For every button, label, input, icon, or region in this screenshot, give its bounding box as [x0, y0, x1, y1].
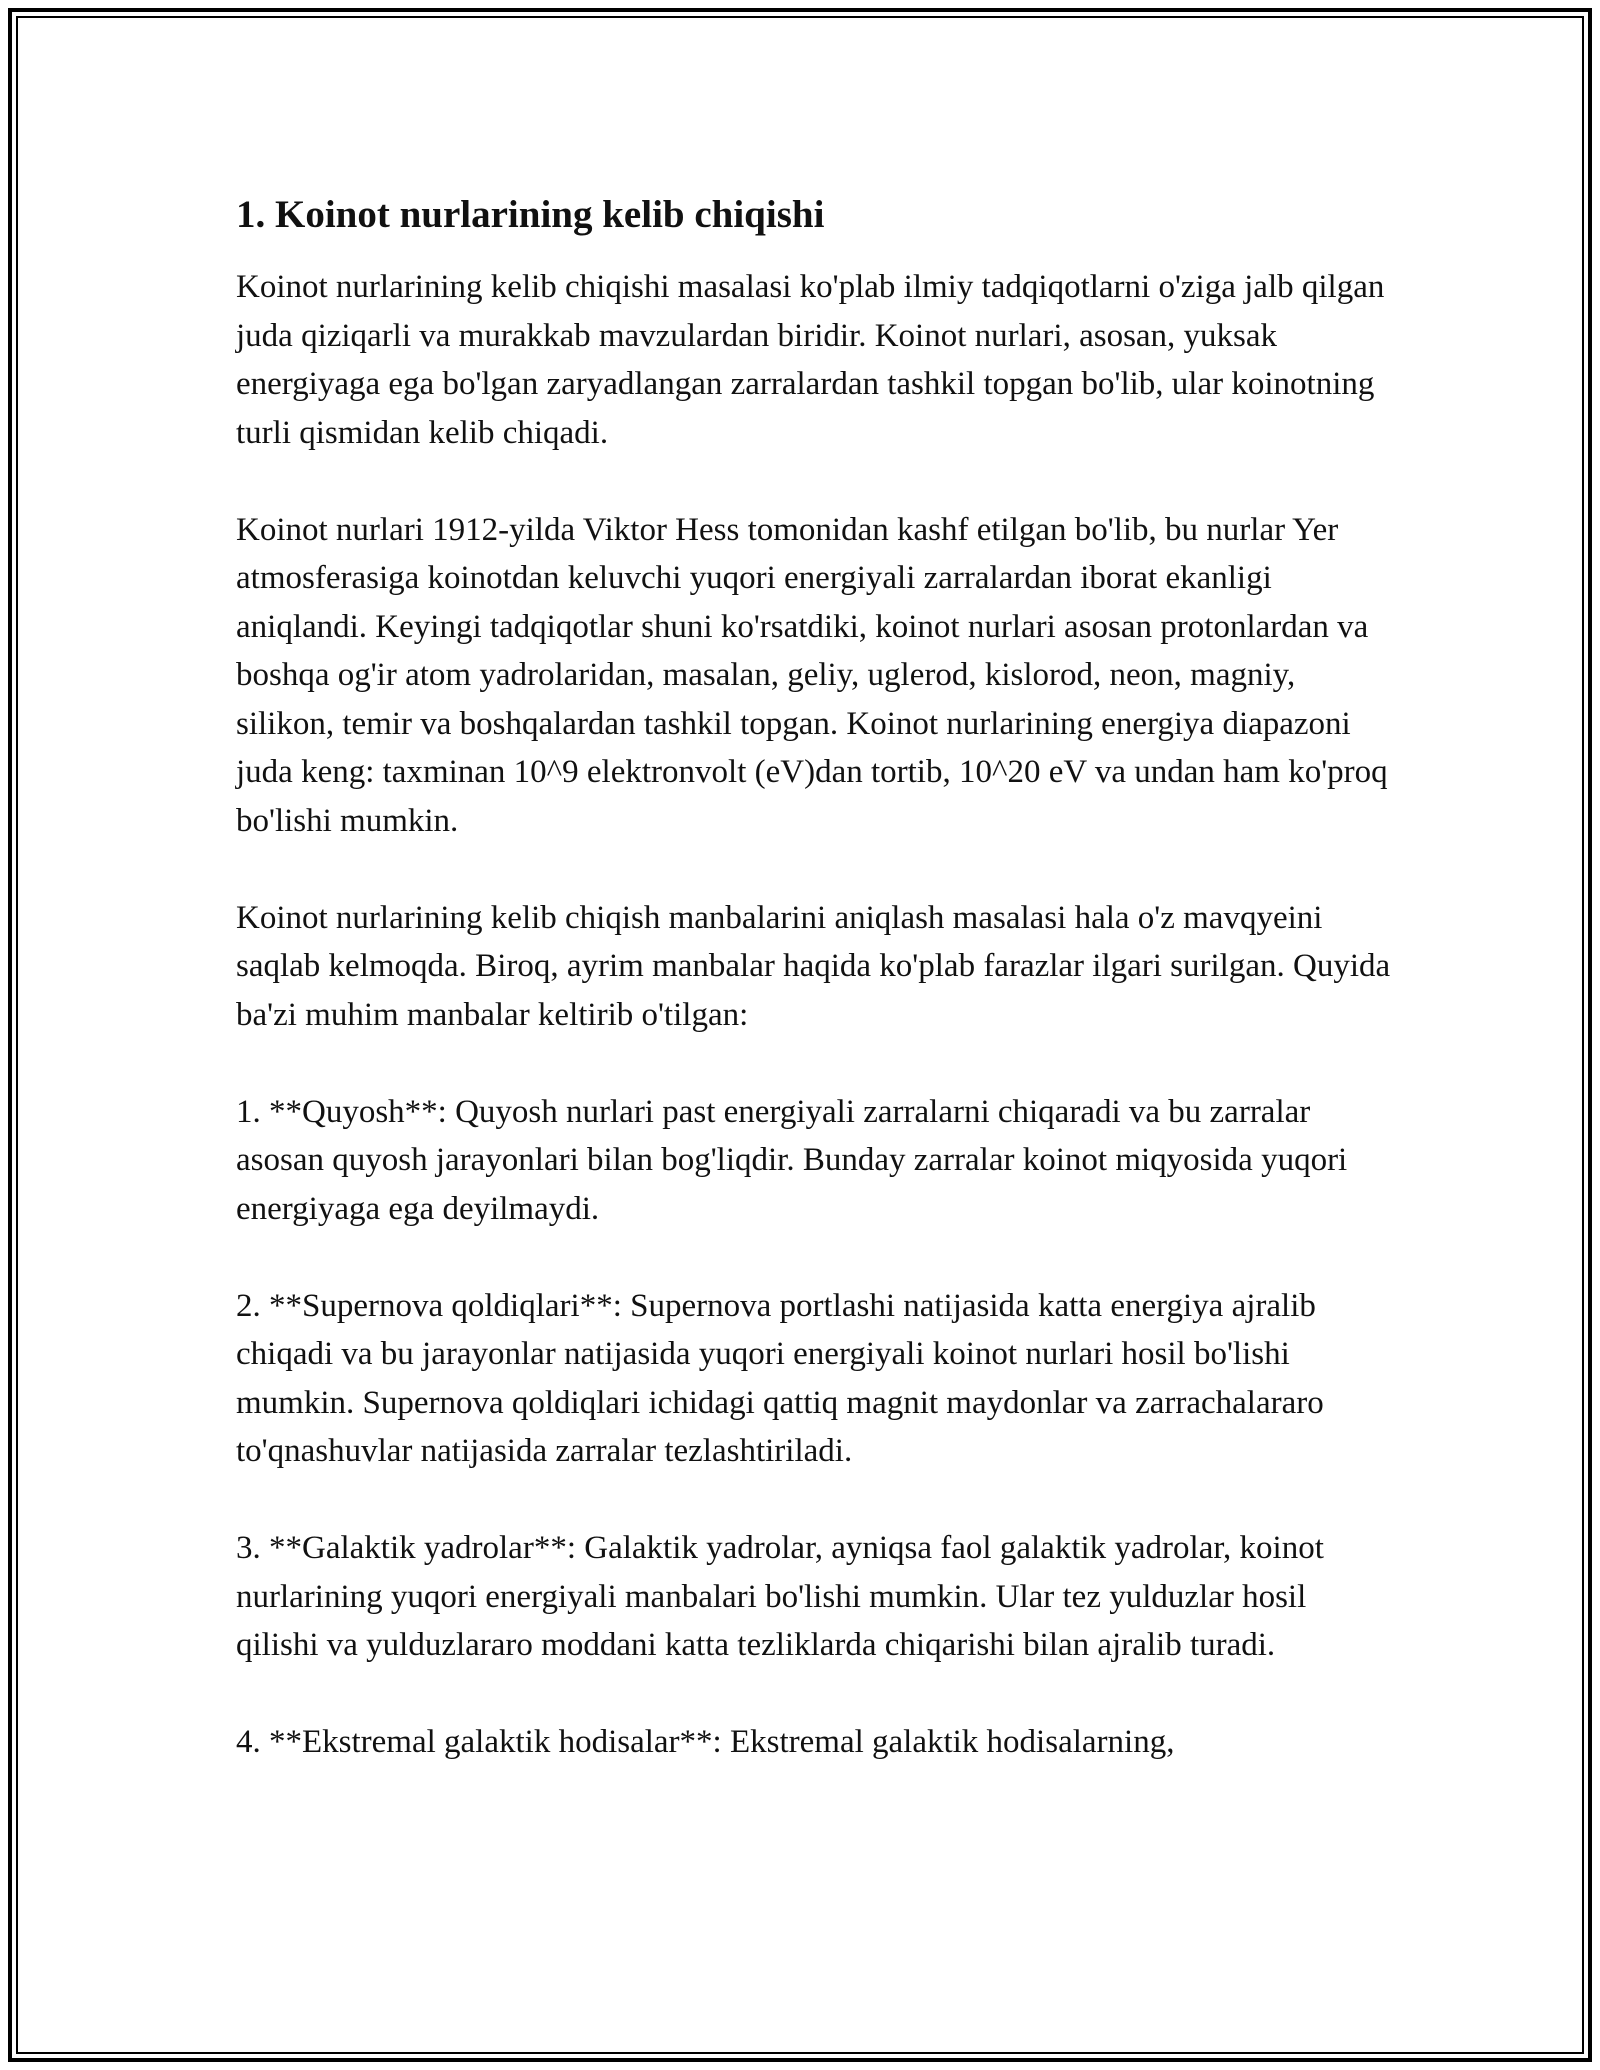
document-body — [236, 185, 1396, 1767]
section-heading: 1. Koinot nurlarining kelib chiqishi — [236, 193, 825, 236]
list-item-quyosh: 1. **Quyosh**: Quyosh nurlari past energiyali zarralarni chiqaradi va bu zarralar asosan quyosh jarayonlari bilan bog'liqdir. Bunday zarralar koinot miqyosida yuqori energiyaga ega deyilmaydi. — [236, 1093, 1348, 1227]
paragraph-sources-intro: Koinot nurlarining kelib chiqish manbalarini aniqlash masalasi hala o'z mavqyeini saqlab kelmoqda. Biroq, ayrim manbalar haqida ko'plab farazlar ilgari surilgan. Quyida ba'zi muhim manbalar keltirib o'tilgan: — [236, 899, 1391, 1033]
list-item-supernova: 2. **Supernova qoldiqlari**: Supernova portlashi natijasida katta energiya ajralib chiqadi va bu jarayonlar natijasida yuqori energiyali koinot nurlari hosil bo'lishi mumkin. Supernova qoldiqlari ichidagi qattiq magnit maydonlar va zarrachalararo to'qnashuvlar natijasida zarralar tezlashtiriladi. — [236, 1287, 1324, 1469]
list-item-ekstremal-hodisalar: 4. **Ekstremal galaktik hodisalar**: Ekstremal galaktik hodisalarning, — [236, 1724, 1175, 1760]
list-item-galaktik-yadrolar: 3. **Galaktik yadrolar**: Galaktik yadrolar, ayniqsa faol galaktik yadrolar, koinot nurlarining yuqori energiyali manbalari bo'lishi mumkin. Ular tez yulduzlar hosil qilishi va yulduzlararo moddani katta tezliklarda chiqarishi bilan ajralib turadi. — [236, 1530, 1324, 1663]
paragraph-discovery: Koinot nurlari 1912-yilda Viktor Hess tomonidan kashf etilgan bo'lib, bu nurlar Yer atmosferasiga koinotdan keluvchi yuqori energiyali zarralardan iborat ekanligi aniqlandi. Keyingi tadqiqotlar shuni ko'rsatdiki, koinot nurlari asosan protonlardan va boshqa og'ir atom yadrolaridan, masalan, geliy, uglerod, kislorod, neon, magniy, silikon, temir va boshqalardan tashkil topgan. Koinot nurlarining energiya diapazoni juda keng: taxminan 10^9 elektronvolt (eV)dan tortib, 10^20 eV va undan ham ko'proq bo'lishi mumkin. — [236, 511, 1388, 839]
paragraph-intro: Koinot nurlarining kelib chiqishi masalasi ko'plab ilmiy tadqiqotlarni o'ziga jalb qilgan juda qiziqarli va murakkab mavzulardan biridir. Koinot nurlari, asosan, yuksak energiyaga ega bo'lgan zaryadlangan zarralardan tashkil topgan bo'lib, ular koinotning turli qismidan kelib chiqadi. — [236, 269, 1385, 451]
